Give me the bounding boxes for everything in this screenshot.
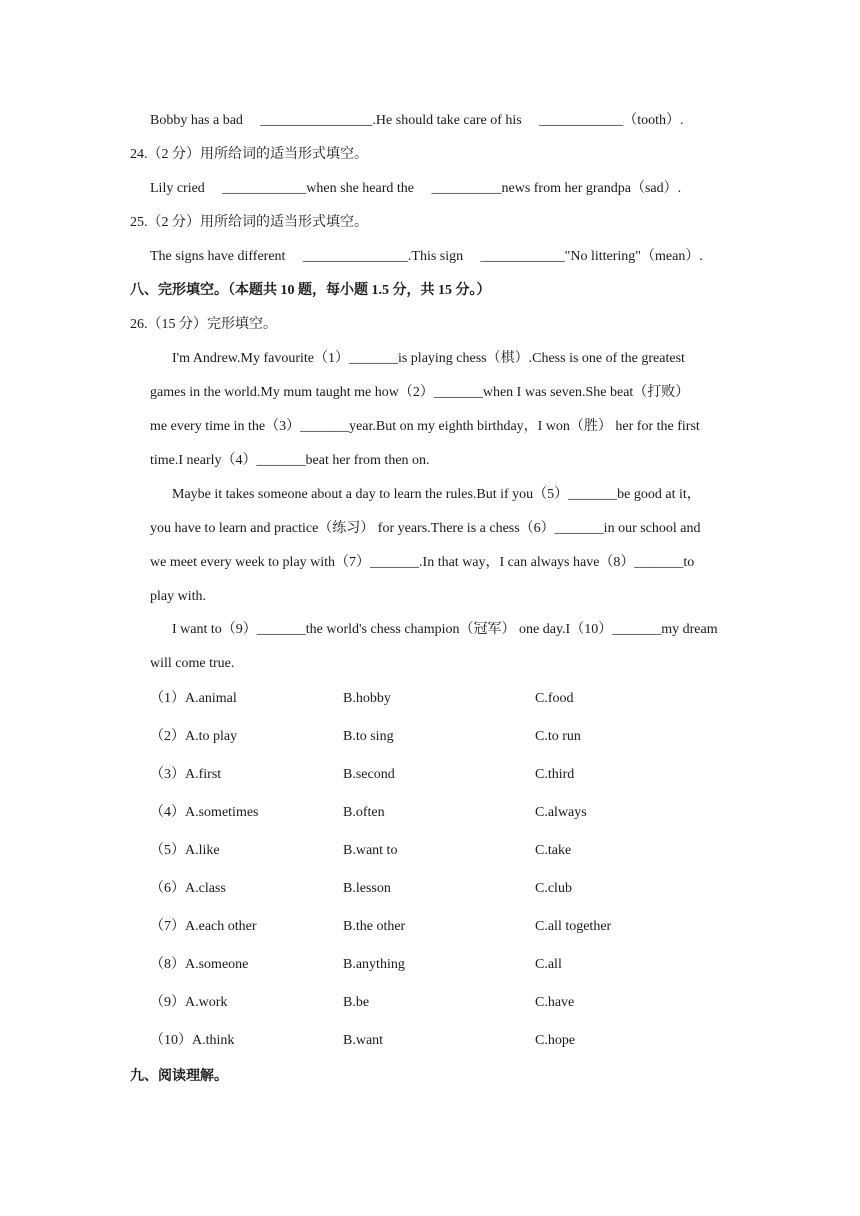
option-1-c: C.food bbox=[535, 691, 574, 706]
option-9-a: （9）A.work bbox=[150, 995, 228, 1010]
option-2-b: B.to sing bbox=[343, 729, 394, 744]
passage-line: I want to（9）_______the world's chess champion（冠军） one day.I（10）_______my dream bbox=[172, 622, 718, 637]
q24-sentence: Lily cried ____________when she heard the __________news from her grandpa（sad）. bbox=[150, 181, 682, 196]
option-5-c: C.take bbox=[535, 843, 572, 858]
option-6-a: （6）A.class bbox=[150, 881, 226, 896]
passage-line: we meet every week to play with（7）_______.In that way，I can always have（8）_______to bbox=[150, 555, 695, 570]
option-3-b: B.second bbox=[343, 767, 395, 782]
option-9-b: B.be bbox=[343, 995, 370, 1010]
option-9-c: C.have bbox=[535, 995, 575, 1010]
passage-line: you have to learn and practice（练习） for years.There is a chess（6）_______in our school and bbox=[150, 521, 701, 536]
option-6-b: B.lesson bbox=[343, 881, 391, 896]
option-3-c: C.third bbox=[535, 767, 575, 782]
q25-header: 25.（2 分）用所给词的适当形式填空。 bbox=[130, 215, 368, 230]
option-10-a: （10）A.think bbox=[150, 1033, 235, 1048]
passage-line: me every time in the（3）_______year.But on my eighth birthday，I won（胜） her for the first bbox=[150, 419, 700, 434]
section-8-heading: 八、完形填空。（本题共 10 题，每小题 1.5 分，共 15 分。） bbox=[130, 283, 491, 298]
passage-line: games in the world.My mum taught me how（2）_______when I was seven.She beat（打败） bbox=[150, 385, 690, 400]
option-1-a: （1）A.animal bbox=[150, 691, 237, 706]
option-8-c: C.all bbox=[535, 957, 562, 972]
option-8-a: （8）A.someone bbox=[150, 957, 249, 972]
option-7-a: （7）A.each other bbox=[150, 919, 257, 934]
passage-line: will come true. bbox=[150, 656, 235, 671]
section-9-heading: 九、阅读理解。 bbox=[130, 1069, 228, 1084]
option-7-b: B.the other bbox=[343, 919, 406, 934]
option-5-b: B.want to bbox=[343, 843, 398, 858]
option-4-a: （4）A.sometimes bbox=[150, 805, 259, 820]
q23-sentence: Bobby has a bad ________________.He should take care of his ____________（tooth）. bbox=[150, 113, 684, 128]
passage-line: Maybe it takes someone about a day to learn the rules.But if you（5）_______be good at it， bbox=[172, 487, 701, 502]
passage-line: play with. bbox=[150, 589, 206, 604]
option-5-a: （5）A.like bbox=[150, 843, 220, 858]
q26-header: 26.（15 分）完形填空。 bbox=[130, 317, 277, 332]
passage-line: I'm Andrew.My favourite（1）_______is playing chess（棋）.Chess is one of the greatest bbox=[172, 351, 685, 366]
option-8-b: B.anything bbox=[343, 957, 405, 972]
option-7-c: C.all together bbox=[535, 919, 612, 934]
q25-sentence: The signs have different _______________.This sign ____________"No littering"（mean）. bbox=[150, 249, 703, 264]
option-3-a: （3）A.first bbox=[150, 767, 222, 782]
option-4-b: B.often bbox=[343, 805, 385, 820]
option-10-b: B.want bbox=[343, 1033, 384, 1048]
option-2-c: C.to run bbox=[535, 729, 581, 744]
option-10-c: C.hope bbox=[535, 1033, 576, 1048]
option-6-c: C.club bbox=[535, 881, 572, 896]
q24-header: 24.（2 分）用所给词的适当形式填空。 bbox=[130, 147, 368, 162]
option-4-c: C.always bbox=[535, 805, 587, 820]
option-1-b: B.hobby bbox=[343, 691, 391, 706]
option-2-a: （2）A.to play bbox=[150, 729, 238, 744]
passage-line: time.I nearly（4）_______beat her from then on. bbox=[150, 453, 430, 468]
